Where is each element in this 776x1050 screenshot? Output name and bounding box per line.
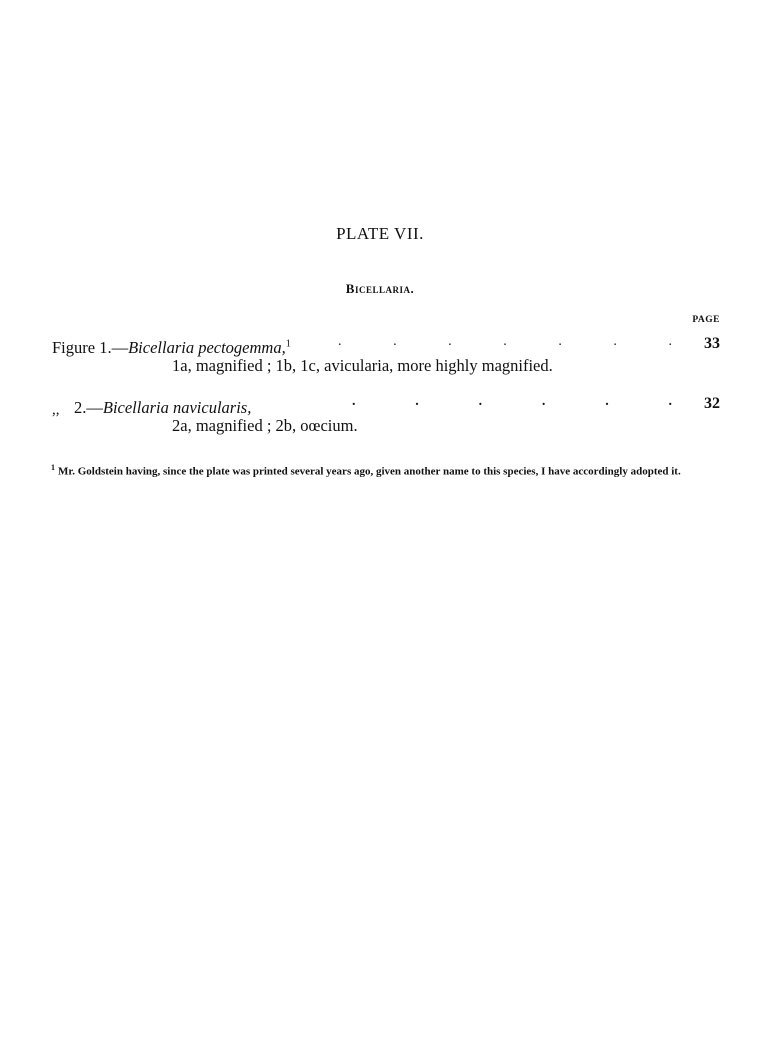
section-subtitle: Bicellaria. xyxy=(345,281,415,296)
footnote xyxy=(51,459,723,481)
footnote-text: Mr. Goldstein having, since the plate was printed several years ago, given another name to this species, I have accordingly adopted it. xyxy=(58,465,681,478)
entry-heading xyxy=(52,338,291,358)
entry-heading xyxy=(52,398,252,418)
page-number: 33 xyxy=(704,335,720,352)
species-name: Bicellaria navicularis, xyxy=(102,398,252,417)
page-number: 32 xyxy=(704,395,720,412)
page-column-header: PAGE xyxy=(692,315,720,325)
figure-description: 2a, magnified ; 2b, oœcium. xyxy=(172,416,358,435)
footnote-marker: 1 xyxy=(51,463,55,472)
figure-prefix: Figure 1.— xyxy=(52,338,129,357)
dot-leader: . . . . . . . xyxy=(338,334,672,349)
figure-description: 1a, magnified ; 1b, 1c, avicularia, more highly magnified. xyxy=(172,356,553,375)
plate-title: PLATE VII. xyxy=(336,224,424,243)
species-name: Bicellaria pectogemma, xyxy=(128,338,286,357)
ditto-mark: ,, xyxy=(52,402,60,418)
dot-leader: . . . . . . xyxy=(352,394,672,409)
figure-prefix: 2.— xyxy=(74,398,103,417)
footnote-reference: 1 xyxy=(285,338,291,350)
